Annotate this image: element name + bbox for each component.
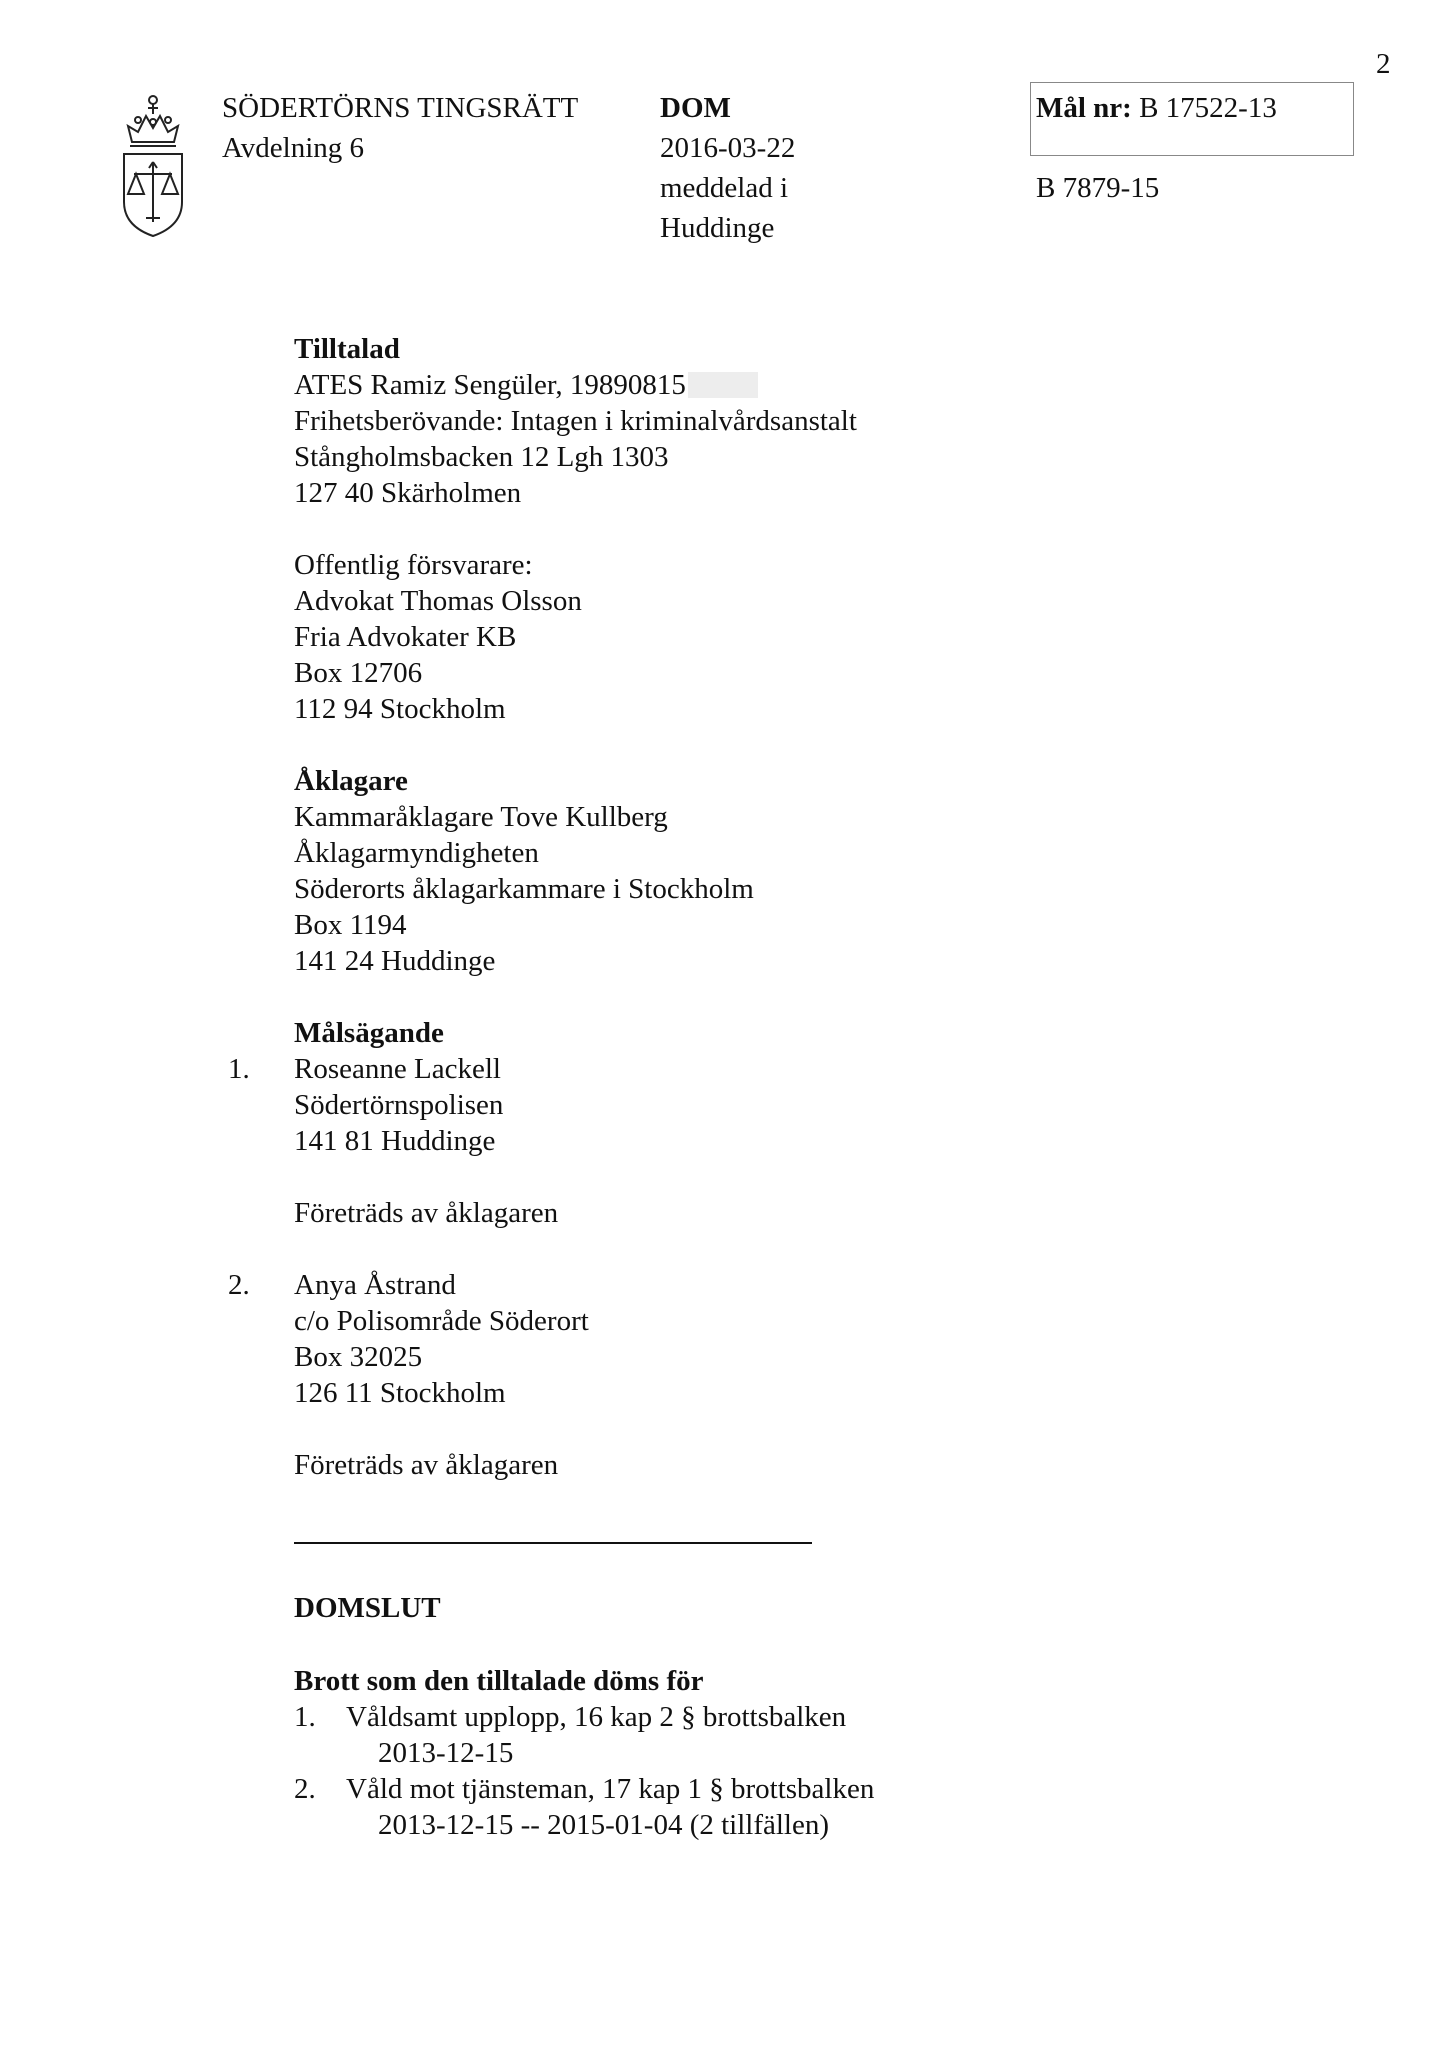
case-number [1036,90,1277,126]
issued-place: Huddinge [660,212,775,244]
defender-city: 112 94 Stockholm [294,693,506,725]
verdict-item-2-date: 2013-12-15 -- 2015-01-04 (2 tillfällen) [378,1809,830,1841]
party-1-number: 1. [228,1053,250,1085]
party-2-name: Anya Åstrand [294,1269,456,1301]
defendant-section [294,331,857,511]
party-2-line4: 126 11 Stockholm [294,1377,506,1409]
court-crest-icon [112,86,194,242]
verdict-item-2-number: 2. [294,1773,316,1805]
section-divider [294,1542,812,1544]
case-number-value: B 17522-13 [1139,92,1277,124]
prosecutor-authority: Åklagarmyndigheten [294,837,539,869]
defendant-address-city: 127 40 Skärholmen [294,477,522,509]
defendant-address-street: Stångholmsbacken 12 Lgh 1303 [294,441,669,473]
prosecutor-name: Kammaråklagare Tove Kullberg [294,801,668,833]
court-name: SÖDERTÖRNS TINGSRÄTT [222,92,579,124]
defendant-heading: Tilltalad [294,333,400,365]
party-2 [294,1267,589,1483]
defender-label: Offentlig försvarare: [294,549,533,581]
prosecutor-office: Söderorts åklagarkammare i Stockholm [294,873,754,905]
prosecutor-city: 141 24 Huddinge [294,945,496,977]
defendant-name: ATES Ramiz Sengüler, 19890815 [294,369,686,401]
document-type: DOM [660,92,731,124]
verdict-subheading-text: Brott som den tilltalade döms för [294,1665,704,1697]
verdict-item-1-number: 1. [294,1701,316,1733]
verdict-item-2 [294,1771,874,1807]
issued-label: meddelad i [660,172,789,204]
prosecutor-heading: Åklagare [294,765,408,797]
party-2-line2: c/o Polisområde Söderort [294,1305,589,1337]
party-2-number: 2. [228,1269,250,1301]
verdict-item-1-date: 2013-12-15 [378,1737,514,1769]
case-number-label: Mål nr: [1036,92,1132,124]
defender-name: Advokat Thomas Olsson [294,585,582,617]
injured-heading [294,1015,444,1051]
defender-box: Box 12706 [294,657,423,689]
prosecutor-section [294,763,754,979]
party-1-represented: Företräds av åklagaren [294,1197,559,1229]
verdict-item-2-text: Våld mot tjänsteman, 17 kap 1 § brottsbalken [346,1773,875,1805]
party-1-line2: Södertörnspolisen [294,1089,504,1121]
verdict-heading [294,1590,441,1626]
party-1-line3: 141 81 Huddinge [294,1125,496,1157]
prosecutor-box: Box 1194 [294,909,407,941]
verdict-heading-text: DOMSLUT [294,1592,441,1624]
defender-section [294,547,582,727]
verdict-item-1 [294,1699,846,1735]
party-2-line3: Box 32025 [294,1341,423,1373]
injured-heading-text: Målsägande [294,1017,444,1049]
verdict-subheading [294,1663,703,1699]
court-division: Avdelning 6 [222,132,365,164]
second-case-number: B 7879-15 [1036,172,1160,204]
defender-firm: Fria Advokater KB [294,621,517,653]
party-1 [294,1051,558,1231]
defendant-name-line [294,367,857,403]
verdict-item-1-text: Våldsamt upplopp, 16 kap 2 § brottsbalken [346,1701,847,1733]
document-date: 2016-03-22 [660,132,796,164]
defendant-custody: Frihetsberövande: Intagen i kriminalvårdsanstalt [294,405,857,437]
party-1-name: Roseanne Lackell [294,1053,501,1085]
party-2-represented: Företräds av åklagaren [294,1449,559,1481]
page-number: 2 [1376,48,1391,80]
redacted-area [688,372,758,398]
